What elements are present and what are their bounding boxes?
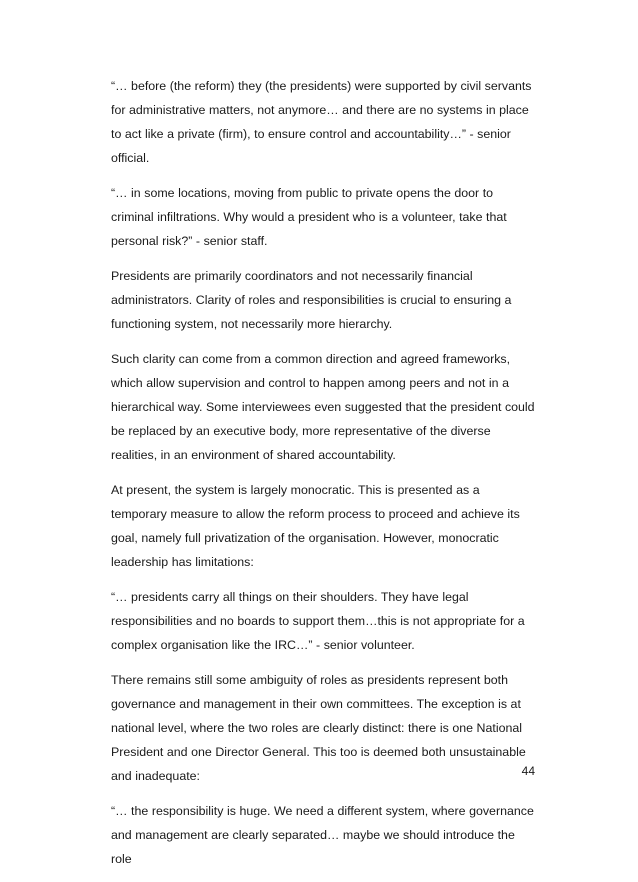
paragraph-ambiguity-of-roles: There remains still some ambiguity of roles as presidents represent both governance and management in their own committees. The exception is at national level, where the two roles are clearly distinct: there is one National President and one Director General. This too is deemed both unsustainable and inadequate: xyxy=(111,673,526,783)
paragraph-presidents-coordinators: Presidents are primarily coordinators and not necessarily financial administrators. Clarity of roles and responsibilities is crucial to ensuring a functioning system, not necessarily more hierarchy. xyxy=(111,269,512,331)
paragraph-monocratic-system: At present, the system is largely monocratic. This is presented as a temporary measure to allow the reform process to proceed and achieve its goal, namely full privatization of the organisation. However, monocratic leadership has limitations: xyxy=(111,483,520,569)
quote-senior-official: “… before (the reform) they (the presidents) were supported by civil servants for administrative matters, not anymore… and there are no systems in place to act like a private (firm), to ensure control and accountability…” - senior official. xyxy=(111,79,532,165)
page-body xyxy=(111,74,536,882)
paragraph-clarity-frameworks: Such clarity can come from a common direction and agreed frameworks, which allow supervision and control to happen among peers and not in a hierarchical way. Some interviewees even suggested that the president could be replaced by an executive body, more representative of the diverse realities, in an environment of shared accountability. xyxy=(111,352,535,462)
quote-responsibility-huge: “… the responsibility is huge. We need a different system, where governance and management are clearly separated… maybe we should introduce the role xyxy=(111,804,534,866)
quote-senior-volunteer: “… presidents carry all things on their shoulders. They have legal responsibilities and no boards to support them…this is not appropriate for a complex organisation like the IRC…” - senior volunteer. xyxy=(111,590,525,652)
page-number: 44 xyxy=(521,764,535,778)
quote-senior-staff: “… in some locations, moving from public to private opens the door to criminal infiltrations. Why would a president who is a volunteer, take that personal risk?” - senior staff. xyxy=(111,186,507,248)
